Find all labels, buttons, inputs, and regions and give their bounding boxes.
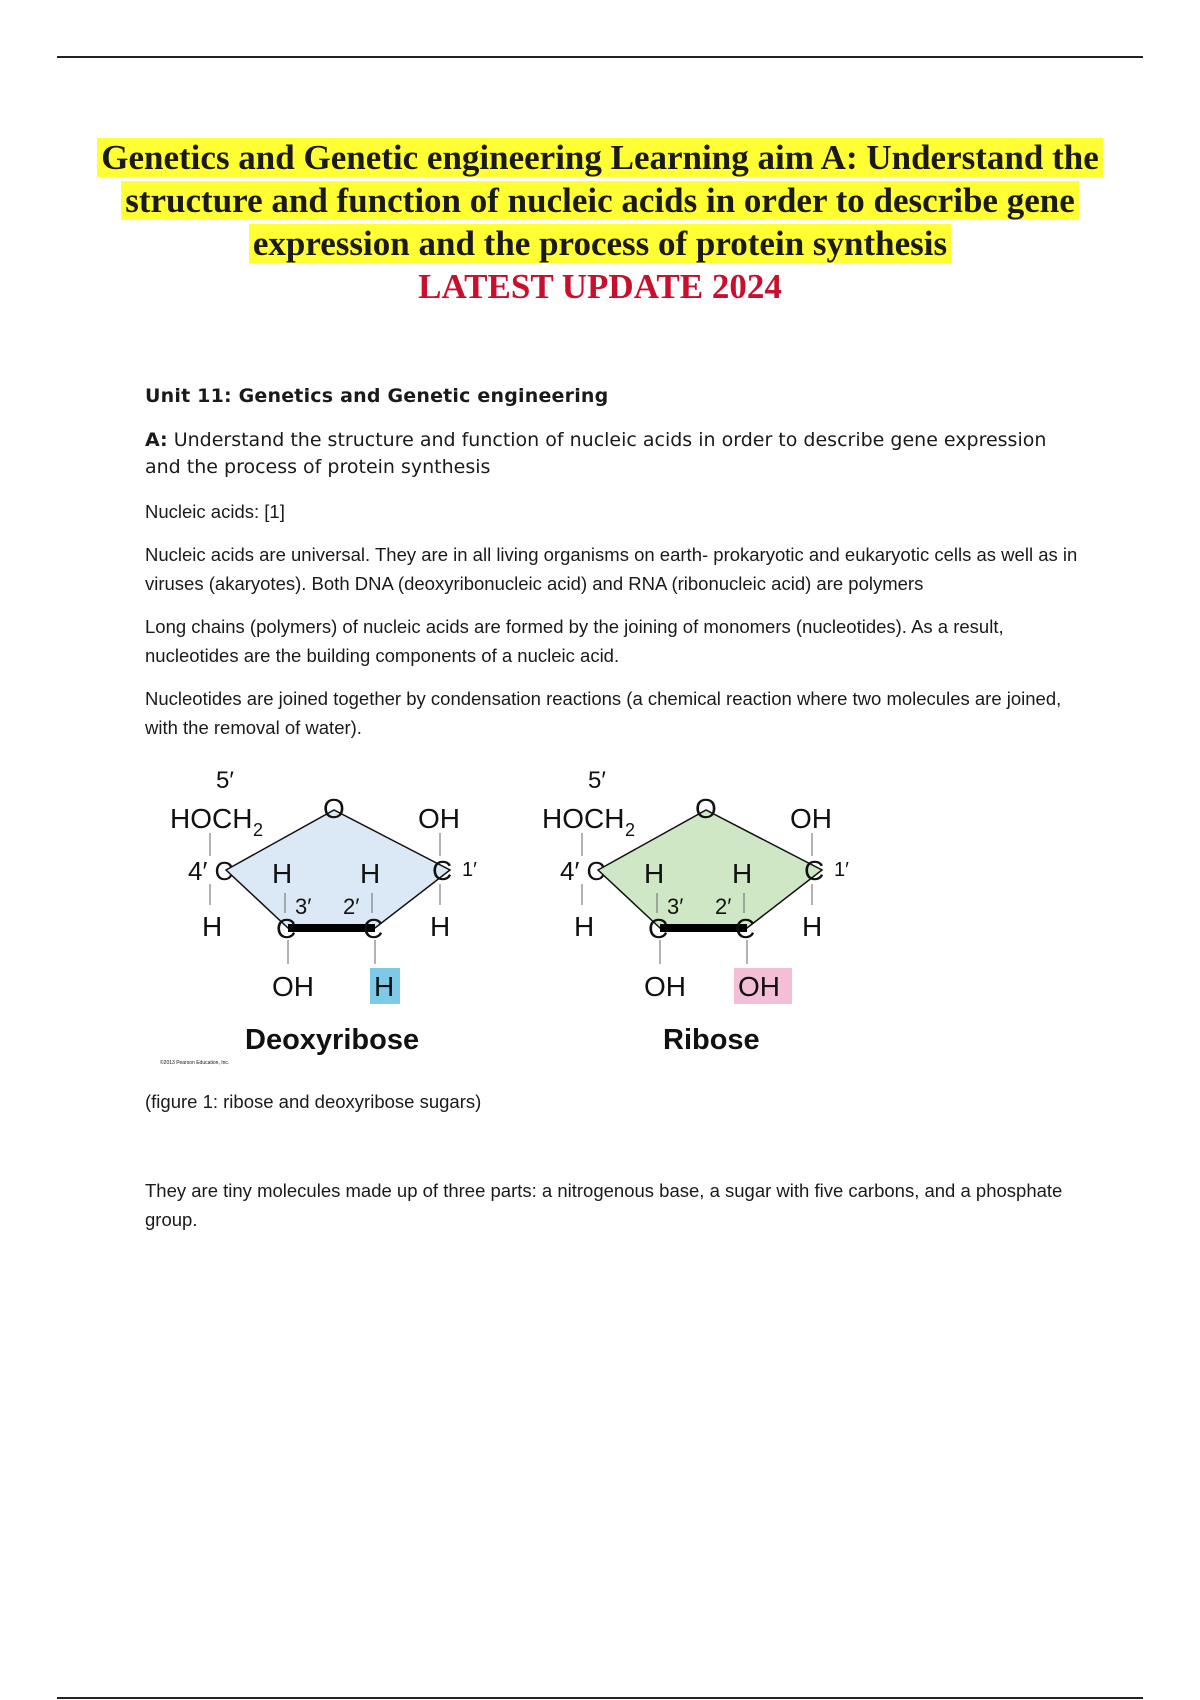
- ribose-hoch2-subscript: 2: [625, 820, 636, 840]
- learning-aim: [145, 427, 1085, 481]
- deoxyribose-h-a: H: [272, 858, 293, 889]
- ribose-c3-label: 3′: [667, 894, 684, 919]
- ribose-ring-oxygen: O: [695, 793, 717, 824]
- unit-heading: Unit 11: Genetics and Genetic engineering: [145, 385, 609, 407]
- deoxyribose-name: Deoxyribose: [245, 1024, 420, 1056]
- title-highlighted: Genetics and Genetic engineering Learning aim A: Understand the structure and function of nucleic acids in order to describe gene expression and the process of protein synthesis: [97, 138, 1102, 263]
- aim-text: Understand the structure and function of nucleic acids in order to describe gene expression and the process of protein synthesis: [145, 429, 1047, 478]
- paragraph-condensation: Nucleotides are joined together by condensation reactions (a chemical reaction where two molecules are joined, with the removal of water).: [145, 688, 1062, 738]
- bottom-rule: [57, 1697, 1143, 1699]
- latest-update-label: LATEST UPDATE 2024: [418, 267, 782, 306]
- sugar-diagram: [160, 767, 849, 1068]
- deoxyribose-c2-label: 2′: [343, 894, 360, 919]
- main-content: [145, 385, 1085, 756]
- ribose-c4: 4′ C: [560, 856, 606, 886]
- deoxyribose-structure: [160, 767, 477, 1066]
- ribose-h-right: H: [802, 911, 823, 942]
- ribose-h-left: H: [574, 911, 595, 942]
- deoxyribose-hoch2: HOCH: [170, 803, 253, 834]
- deoxyribose-c1: C: [432, 855, 453, 886]
- figure-caption: (figure 1: ribose and deoxyribose sugars): [145, 1091, 482, 1112]
- deoxyribose-h-b: H: [360, 858, 381, 889]
- paragraph-nucleic-acids-ref: Nucleic acids: [1]: [145, 501, 285, 522]
- document-title: [60, 136, 1140, 308]
- deoxyribose-ring-oxygen: O: [323, 793, 345, 824]
- deoxyribose-c1-label: 1′: [462, 859, 477, 881]
- paragraph-three-parts: They are tiny molecules made up of three parts: a nitrogenous base, a sugar with five carbons, and a phosphate group.: [145, 1180, 1063, 1230]
- sugar-structures-figure: [160, 767, 849, 1068]
- ribose-hoch2: HOCH: [542, 803, 625, 834]
- ribose-h-a: H: [644, 858, 665, 889]
- deoxyribose-c-right: C: [363, 913, 384, 944]
- ribose-h-b: H: [732, 858, 753, 889]
- deoxyribose-oh-bottom: OH: [272, 971, 314, 1002]
- paragraph-universal: Nucleic acids are universal. They are in all living organisms on earth- prokaryotic and eukaryotic cells as well as in viruses (akaryotes). Both DNA (deoxyribonucleic acid) and RNA (ribonucleic acid) are polymers: [145, 544, 1078, 594]
- aim-label: A:: [145, 429, 168, 451]
- top-rule: [57, 56, 1143, 58]
- paragraph-polymers: Long chains (polymers) of nucleic acids are formed by the joining of monomers (nucleotides). As a result, nucleotides are the building components of a nucleic acid.: [145, 616, 1004, 666]
- deoxyribose-c3-label: 3′: [295, 894, 312, 919]
- ribose-c-right: C: [735, 913, 756, 944]
- ribose-special-oh: OH: [738, 971, 780, 1002]
- ribose-c2-label: 2′: [715, 894, 732, 919]
- ribose-c1: C: [804, 855, 825, 886]
- deoxyribose-oh-top: OH: [418, 803, 460, 834]
- deoxyribose-c-left: C: [276, 913, 297, 944]
- ribose-name: Ribose: [663, 1024, 760, 1056]
- deoxyribose-h-right: H: [430, 911, 451, 942]
- deoxyribose-hoch2-subscript: 2: [253, 820, 264, 840]
- ribose-c1-label: 1′: [834, 859, 849, 881]
- ribose-c-left: C: [648, 913, 669, 944]
- figure-copyright: ©2013 Pearson Education, Inc.: [160, 1060, 230, 1066]
- deoxyribose-c5-label: 5′: [216, 767, 234, 794]
- deoxyribose-h-left: H: [202, 911, 223, 942]
- ribose-c5-label: 5′: [588, 767, 606, 794]
- ribose-oh-bottom: OH: [644, 971, 686, 1002]
- ribose-oh-top: OH: [790, 803, 832, 834]
- deoxyribose-c4: 4′ C: [188, 856, 234, 886]
- ribose-structure: [542, 767, 849, 1056]
- deoxyribose-special-h: H: [374, 971, 395, 1002]
